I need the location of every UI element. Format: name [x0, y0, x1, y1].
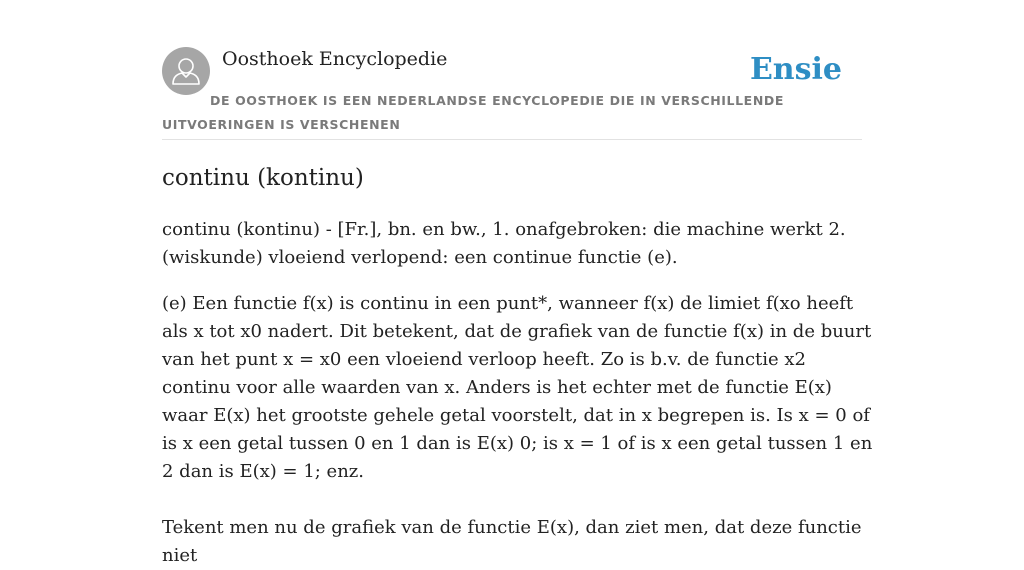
source-title[interactable]: Oosthoek Encyclopedie [222, 48, 448, 70]
user-avatar-icon[interactable] [162, 47, 210, 95]
source-description: DE OOSTHOEK IS EEN NEDERLANDSE ENCYCLOPEDIE DIE IN VERSCHILLENDE UITVOERINGEN IS VERSCHENEN [162, 93, 784, 132]
person-outline-icon [162, 47, 210, 95]
brand-logo[interactable]: Ensie [749, 52, 842, 87]
article-paragraph: continu (kontinu) - [Fr.], bn. en bw., 1. onafgebroken: die machine werkt 2. (wiskunde) vloeiend verlopend: een continue functie (e). [162, 219, 846, 268]
article [162, 162, 874, 570]
article-paragraph: (e) Een functie f(x) is continu in een punt*, wanneer f(x) de limiet f(xo heeft als x tot x0 nadert. Dit betekent, dat de grafiek van de functie f(x) in de buurt van het punt x = x0 een vloeiend verloop heeft. Zo is b.v. de functie x2 continu voor alle waarden van x. Anders is het echter met de functie E(x) waar E(x) het grootste gehele getal voorstelt, dat in x begrepen is. Is x = 0 of is x een getal tussen 0 en 1 dan is E(x) 0; is x = 1 of is x een getal tussen 1 en 2 dan is E(x) = 1; enz. [162, 293, 873, 482]
article-paragraph: Tekent men nu de grafiek van de functie E(x), dan ziet men, dat deze functie niet [162, 517, 862, 566]
source-header [162, 47, 862, 140]
article-title: continu (kontinu) [162, 165, 364, 191]
